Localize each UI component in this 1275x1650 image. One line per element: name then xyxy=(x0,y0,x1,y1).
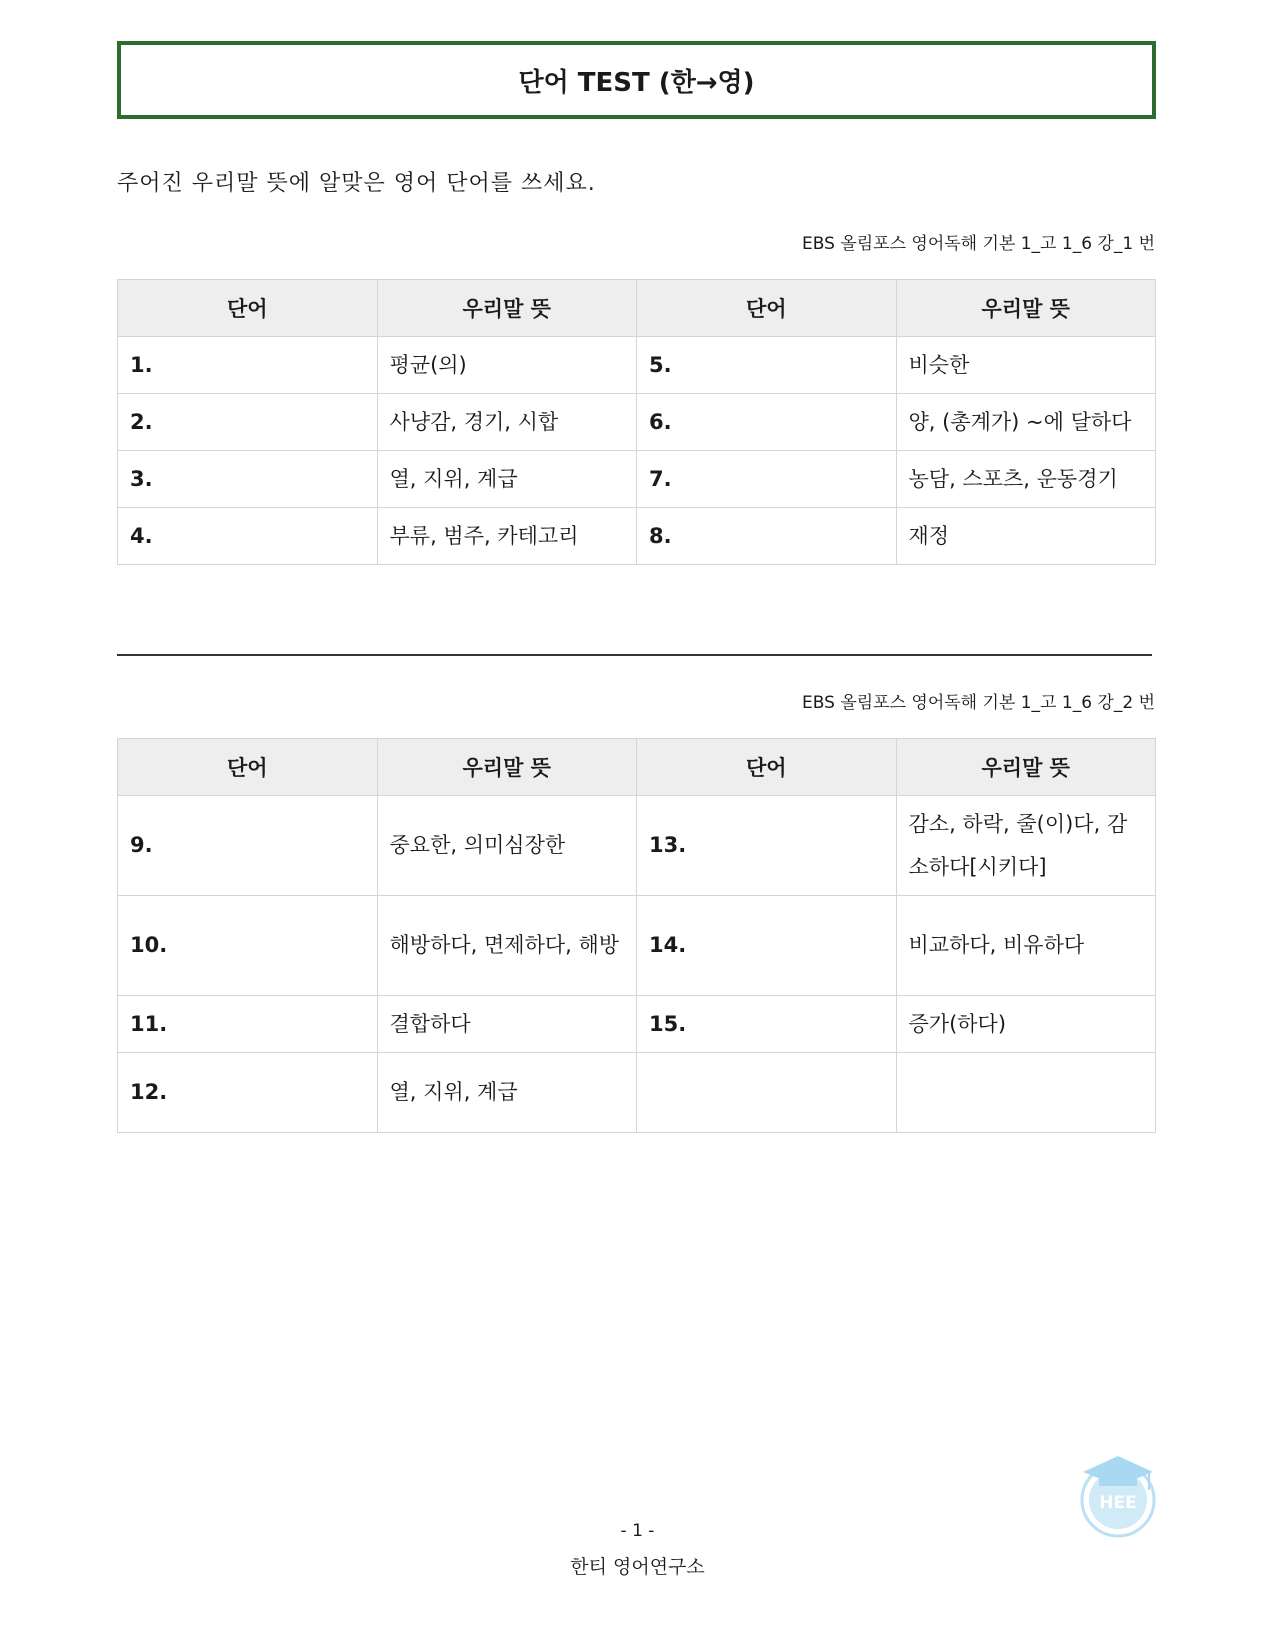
vocab-table-2 xyxy=(117,738,1156,1133)
meaning-cell: 재정 xyxy=(896,508,1156,565)
meaning-cell: 사냥감, 경기, 시합 xyxy=(377,394,637,451)
answer-cell[interactable] xyxy=(637,1053,897,1133)
answer-cell[interactable]: 9. xyxy=(118,796,378,896)
answer-cell[interactable]: 8. xyxy=(637,508,897,565)
meaning-cell xyxy=(896,1053,1156,1133)
source-label: EBS 올림포스 영어독해 기본 1_고 1_6 강_2 번 xyxy=(802,693,1155,713)
answer-cell[interactable]: 7. xyxy=(637,451,897,508)
meaning-cell: 평균(의) xyxy=(377,337,637,394)
answer-cell[interactable]: 10. xyxy=(118,896,378,996)
answer-cell[interactable]: 2. xyxy=(118,394,378,451)
answer-cell[interactable]: 1. xyxy=(118,337,378,394)
meaning-cell: 농담, 스포츠, 운동경기 xyxy=(896,451,1156,508)
table-row xyxy=(118,996,1156,1053)
header-word: 단어 xyxy=(118,280,378,337)
table-row xyxy=(118,896,1156,996)
meaning-cell: 양, (총계가) ~에 달하다 xyxy=(896,394,1156,451)
meaning-cell: 비슷한 xyxy=(896,337,1156,394)
answer-cell[interactable]: 11. xyxy=(118,996,378,1053)
meaning-cell: 감소, 하락, 줄(이)다, 감소하다[시키다] xyxy=(896,796,1156,896)
source-label: EBS 올림포스 영어독해 기본 1_고 1_6 강_1 번 xyxy=(802,234,1155,254)
table-row xyxy=(118,1053,1156,1133)
meaning-cell: 결합하다 xyxy=(377,996,637,1053)
graduation-cap-logo-icon xyxy=(1075,1452,1161,1538)
table-header-row xyxy=(118,739,1156,796)
footer-label: 한티 영어연구소 xyxy=(570,1556,705,1578)
answer-cell[interactable]: 5. xyxy=(637,337,897,394)
header-meaning: 우리말 뜻 xyxy=(377,280,637,337)
table-row xyxy=(118,451,1156,508)
table-row xyxy=(118,394,1156,451)
table-header-row xyxy=(118,280,1156,337)
header-meaning: 우리말 뜻 xyxy=(896,739,1156,796)
answer-cell[interactable]: 4. xyxy=(118,508,378,565)
header-word: 단어 xyxy=(637,739,897,796)
meaning-cell: 열, 지위, 계급 xyxy=(377,1053,637,1133)
table-row xyxy=(118,796,1156,896)
answer-cell[interactable]: 14. xyxy=(637,896,897,996)
page-title: 단어 TEST (한→영) xyxy=(518,67,755,98)
meaning-cell: 해방하다, 면제하다, 해방 xyxy=(377,896,637,996)
meaning-cell: 비교하다, 비유하다 xyxy=(896,896,1156,996)
header-meaning: 우리말 뜻 xyxy=(377,739,637,796)
meaning-cell: 중요한, 의미심장한 xyxy=(377,796,637,896)
vocab-table-1 xyxy=(117,279,1156,565)
answer-cell[interactable]: 6. xyxy=(637,394,897,451)
answer-cell[interactable]: 15. xyxy=(637,996,897,1053)
answer-cell[interactable]: 12. xyxy=(118,1053,378,1133)
logo-text: HEE xyxy=(1099,1493,1137,1513)
answer-cell[interactable]: 13. xyxy=(637,796,897,896)
header-word: 단어 xyxy=(118,739,378,796)
table-row xyxy=(118,508,1156,565)
meaning-cell: 부류, 범주, 카테고리 xyxy=(377,508,637,565)
table-row xyxy=(118,337,1156,394)
meaning-cell: 열, 지위, 계급 xyxy=(377,451,637,508)
meaning-cell: 증가(하다) xyxy=(896,996,1156,1053)
page-number: - 1 - xyxy=(620,1521,655,1541)
answer-cell[interactable]: 3. xyxy=(118,451,378,508)
header-meaning: 우리말 뜻 xyxy=(896,280,1156,337)
instruction-text: 주어진 우리말 뜻에 알맞은 영어 단어를 쓰세요. xyxy=(117,171,596,196)
section-divider xyxy=(117,654,1152,656)
title-box xyxy=(117,41,1156,119)
header-word: 단어 xyxy=(637,280,897,337)
